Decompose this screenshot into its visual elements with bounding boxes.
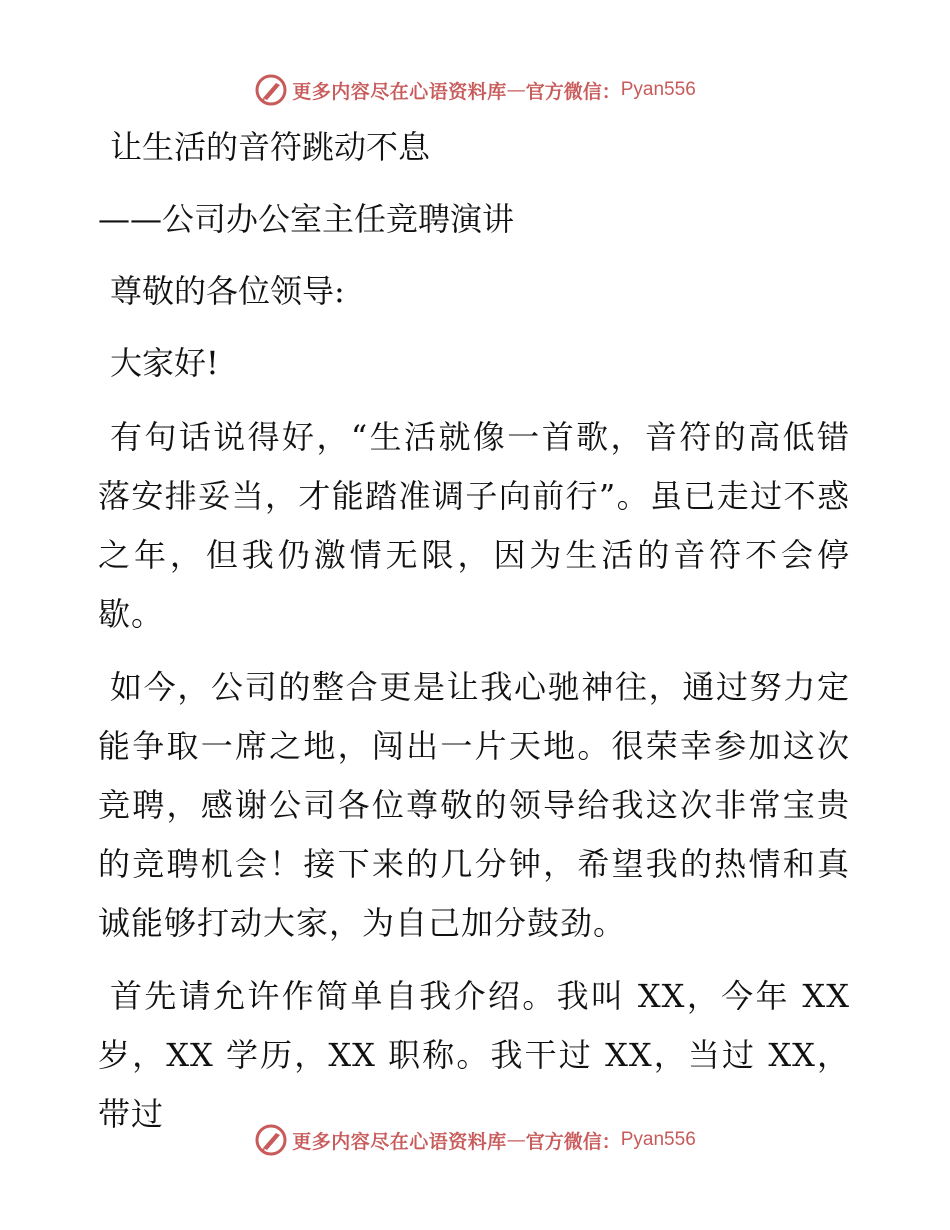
quill-logo-icon [254,1123,288,1157]
paragraph: 如今，公司的整合更是让我心驰神往，通过努力定能争取一席之地，闯出一片天地。很荣幸参加这次竞聘，感谢公司各位尊敬的领导给我这次非常宝贵的竞聘机会！接下来的几分钟，希望我的热情和真诚能够打动大家，为自己加分鼓劲。 [98,668,850,942]
paragraph: 首先请允许作简单自我介绍。我叫 XX，今年 XX 岁，XX 学历，XX 职称。我干过 XX，当过 XX，带过 [98,977,850,1133]
footer-watermark [0,1120,950,1160]
greeting: 大家好! [110,344,219,382]
watermark-wechat-id: Pyan556 [620,79,696,100]
watermark-text: 更多内容尽在心语资料库 [292,80,507,103]
paragraph: 有句话说得好，“生活就像一首歌，音符的高低错落安排妥当，才能踏准调子向前行”。虽已走过不惑之年，但我仍激情无限，因为生活的音符不会停歇。 [98,418,850,633]
document-body [98,122,850,1144]
document-subtitle: ——公司办公室主任竞聘演讲 [98,200,515,238]
watermark-wechat-label: 官方微信： [525,80,621,103]
salutation: 尊敬的各位领导: [110,272,345,310]
header-watermark [0,70,950,110]
quill-logo-icon [254,73,288,107]
watermark-separator: — [506,1129,526,1151]
watermark-wechat-id: Pyan556 [620,1129,696,1150]
watermark-separator: — [506,79,526,101]
watermark-wechat-label: 官方微信： [525,1130,621,1153]
document-title: 让生活的音符跳动不息 [110,128,431,166]
watermark-text: 更多内容尽在心语资料库 [292,1130,507,1153]
